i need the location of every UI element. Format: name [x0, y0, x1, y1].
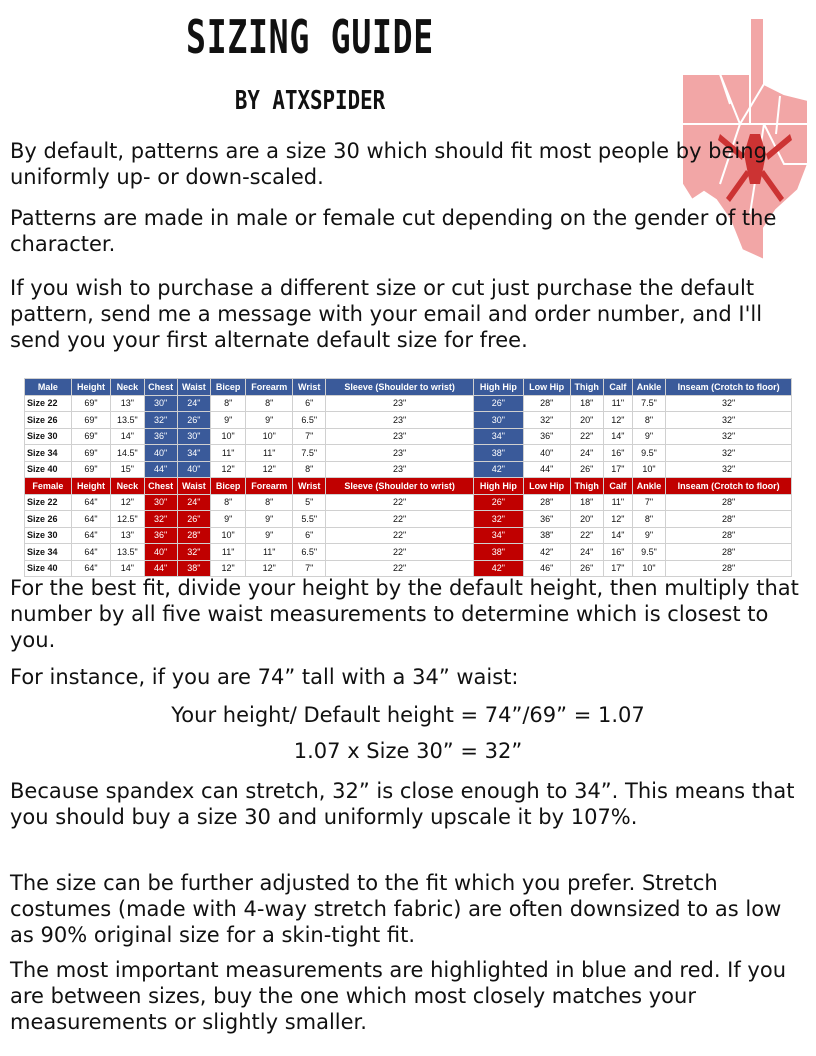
size-label: Size 26 — [25, 412, 72, 429]
table-cell: 13" — [111, 527, 144, 544]
size-label: Size 40 — [25, 461, 72, 478]
table-cell: 34" — [473, 428, 523, 445]
table-cell: 69" — [71, 412, 110, 429]
table-cell: 22" — [570, 527, 603, 544]
table-cell: 8" — [246, 494, 293, 511]
table-cell: 38" — [177, 560, 210, 577]
table-cell: 9" — [632, 527, 665, 544]
table-cell: 5.5" — [293, 511, 326, 528]
size-label: Size 22 — [25, 395, 72, 412]
table-cell: 10" — [632, 461, 665, 478]
table-row — [25, 494, 792, 511]
column-header: Inseam (Crotch to floor) — [666, 478, 792, 495]
table-cell: 11" — [211, 544, 246, 561]
table-cell: 23" — [326, 395, 474, 412]
stretch-paragraph: Because spandex can stretch, 32” is close enough to 34”. This means that you should buy a size 30 and uniformly upscale it by 107%. — [10, 779, 795, 829]
size-label: Size 30 — [25, 527, 72, 544]
table-cell: 14.5" — [111, 445, 144, 462]
table-cell: 8" — [211, 395, 246, 412]
table-cell: 7" — [293, 428, 326, 445]
table-cell: 22" — [326, 527, 474, 544]
table-cell: 26" — [177, 511, 210, 528]
table-row — [25, 395, 792, 412]
column-header: Forearm — [246, 478, 293, 495]
sizing-table — [24, 378, 792, 577]
table-cell: 42" — [523, 544, 570, 561]
table-cell: 22" — [570, 428, 603, 445]
table-cell: 18" — [570, 395, 603, 412]
table-cell: 14" — [111, 428, 144, 445]
table-cell: 26" — [177, 412, 210, 429]
table-cell: 22" — [326, 544, 474, 561]
female-header-row — [25, 478, 792, 495]
table-cell: 24" — [570, 544, 603, 561]
table-cell: 14" — [603, 428, 632, 445]
table-cell: 36" — [523, 428, 570, 445]
table-cell: 24" — [570, 445, 603, 462]
table-cell: 13.5" — [111, 412, 144, 429]
column-header: Forearm — [246, 379, 293, 396]
table-cell: 32" — [666, 445, 792, 462]
table-cell: 22" — [326, 560, 474, 577]
table-cell: 28" — [177, 527, 210, 544]
table-cell: 8" — [632, 511, 665, 528]
column-header: Bicep — [211, 379, 246, 396]
table-cell: 6" — [293, 395, 326, 412]
table-cell: 8" — [632, 412, 665, 429]
table-cell: 11" — [603, 395, 632, 412]
table-cell: 17" — [603, 461, 632, 478]
table-cell: 40" — [144, 445, 177, 462]
table-cell: 24" — [177, 395, 210, 412]
table-cell: 9" — [246, 527, 293, 544]
table-cell: 18" — [570, 494, 603, 511]
column-header: Bicep — [211, 478, 246, 495]
table-cell: 20" — [570, 412, 603, 429]
table-cell: 15" — [111, 461, 144, 478]
size-label: Size 22 — [25, 494, 72, 511]
important-paragraph: The most important measurements are highlighted in blue and red. If you are between sizes, buy the one which most closely matches your measurements or slightly smaller. — [10, 958, 787, 1034]
column-header: Wrist — [293, 478, 326, 495]
table-cell: 9.5" — [632, 544, 665, 561]
table-cell: 23" — [326, 412, 474, 429]
intro-paragraph-3: If you wish to purchase a different size or cut just purchase the default pattern, send me a message with your email and order number, and I'll send you your first alternate default size for free. — [10, 276, 763, 352]
formula-line-1: Your height/ Default height = 74”/69” = 1.07 — [171, 703, 645, 727]
fit-paragraph: For the best fit, divide your height by the default height, then multiply that number by all five waist measurements to determine which is closest to you. — [10, 576, 799, 652]
table-cell: 40" — [144, 544, 177, 561]
table-cell: 28" — [666, 544, 792, 561]
table-cell: 38" — [473, 544, 523, 561]
column-header: Calf — [603, 379, 632, 396]
table-cell: 28" — [666, 560, 792, 577]
formula-line-2: 1.07 x Size 30” = 32” — [293, 739, 523, 763]
column-header: Chest — [144, 478, 177, 495]
column-header: Height — [71, 478, 110, 495]
page-title: SIZING GUIDE — [186, 10, 434, 64]
column-header: Chest — [144, 379, 177, 396]
table-row — [25, 412, 792, 429]
table-cell: 69" — [71, 461, 110, 478]
table-cell: 30" — [144, 494, 177, 511]
table-cell: 9.5" — [632, 445, 665, 462]
table-cell: 12" — [246, 560, 293, 577]
table-cell: 7.5" — [632, 395, 665, 412]
adjust-paragraph: The size can be further adjusted to the fit which you prefer. Stretch costumes (made with 4-way stretch fabric) are often downsized to as low as 90% original size for a skin-tight fit. — [10, 871, 782, 947]
table-cell: 23" — [326, 428, 474, 445]
column-header: Inseam (Crotch to floor) — [666, 379, 792, 396]
table-cell: 16" — [603, 544, 632, 561]
table-row — [25, 527, 792, 544]
table-row — [25, 428, 792, 445]
table-cell: 10" — [632, 560, 665, 577]
table-cell: 30" — [144, 395, 177, 412]
table-cell: 28" — [666, 527, 792, 544]
size-label: Size 30 — [25, 428, 72, 445]
table-cell: 23" — [326, 461, 474, 478]
table-cell: 28" — [523, 494, 570, 511]
table-cell: 28" — [523, 395, 570, 412]
table-cell: 30" — [473, 412, 523, 429]
table-cell: 20" — [570, 511, 603, 528]
table-cell: 34" — [177, 445, 210, 462]
table-cell: 12.5" — [111, 511, 144, 528]
table-cell: 8" — [211, 494, 246, 511]
column-header: Neck — [111, 478, 144, 495]
column-header: High Hip — [473, 379, 523, 396]
table-cell: 12" — [603, 511, 632, 528]
table-cell: 28" — [666, 494, 792, 511]
table-cell: 23" — [326, 445, 474, 462]
table-cell: 11" — [211, 445, 246, 462]
table-row — [25, 511, 792, 528]
table-group-label: Male — [25, 379, 72, 396]
table-cell: 32" — [666, 461, 792, 478]
table-cell: 13" — [111, 395, 144, 412]
table-cell: 64" — [71, 560, 110, 577]
table-group-label: Female — [25, 478, 72, 495]
column-header: Ankle — [632, 379, 665, 396]
table-cell: 11" — [246, 445, 293, 462]
table-cell: 9" — [211, 412, 246, 429]
table-cell: 40" — [523, 445, 570, 462]
table-cell: 6" — [293, 527, 326, 544]
table-cell: 17" — [603, 560, 632, 577]
table-cell: 5" — [293, 494, 326, 511]
table-cell: 32" — [666, 428, 792, 445]
table-cell: 9" — [632, 428, 665, 445]
column-header: Wrist — [293, 379, 326, 396]
size-label: Size 34 — [25, 445, 72, 462]
table-cell: 42" — [473, 560, 523, 577]
example-intro: For instance, if you are 74” tall with a 34” waist: — [10, 665, 519, 689]
column-header: Calf — [603, 478, 632, 495]
column-header: Sleeve (Shoulder to wrist) — [326, 379, 474, 396]
table-cell: 9" — [246, 511, 293, 528]
table-cell: 11" — [246, 544, 293, 561]
table-cell: 34" — [473, 527, 523, 544]
table-cell: 26" — [473, 494, 523, 511]
column-header: Waist — [177, 379, 210, 396]
table-cell: 6.5" — [293, 544, 326, 561]
table-cell: 64" — [71, 527, 110, 544]
intro-paragraph-2: Patterns are made in male or female cut depending on the gender of the character. — [10, 206, 777, 256]
table-cell: 32" — [523, 412, 570, 429]
table-cell: 46" — [523, 560, 570, 577]
intro-paragraph-1: By default, patterns are a size 30 which should fit most people by being uniformly up- or down-scaled. — [10, 139, 767, 189]
table-cell: 16" — [603, 445, 632, 462]
table-cell: 64" — [71, 511, 110, 528]
table-cell: 10" — [246, 428, 293, 445]
column-header: High Hip — [473, 478, 523, 495]
table-cell: 40" — [177, 461, 210, 478]
column-header: Thigh — [570, 478, 603, 495]
column-header: Waist — [177, 478, 210, 495]
table-cell: 10" — [211, 527, 246, 544]
table-cell: 30" — [177, 428, 210, 445]
table-cell: 9" — [246, 412, 293, 429]
table-cell: 11" — [603, 494, 632, 511]
size-label: Size 26 — [25, 511, 72, 528]
page-subtitle: BY ATXSPIDER — [234, 86, 386, 116]
table-cell: 36" — [144, 527, 177, 544]
table-cell: 8" — [293, 461, 326, 478]
column-header: Low Hip — [523, 379, 570, 396]
table-cell: 44" — [523, 461, 570, 478]
table-cell: 69" — [71, 395, 110, 412]
table-cell: 26" — [473, 395, 523, 412]
table-cell: 69" — [71, 428, 110, 445]
table-cell: 44" — [144, 560, 177, 577]
table-cell: 12" — [246, 461, 293, 478]
table-cell: 42" — [473, 461, 523, 478]
table-cell: 64" — [71, 544, 110, 561]
table-cell: 10" — [211, 428, 246, 445]
table-cell: 38" — [473, 445, 523, 462]
table-cell: 69" — [71, 445, 110, 462]
table-cell: 8" — [246, 395, 293, 412]
table-cell: 13.5" — [111, 544, 144, 561]
column-header: Ankle — [632, 478, 665, 495]
table-cell: 24" — [177, 494, 210, 511]
size-label: Size 34 — [25, 544, 72, 561]
column-header: Sleeve (Shoulder to wrist) — [326, 478, 474, 495]
table-cell: 7" — [293, 560, 326, 577]
table-row — [25, 544, 792, 561]
table-cell: 32" — [177, 544, 210, 561]
table-row — [25, 461, 792, 478]
table-cell: 44" — [144, 461, 177, 478]
table-cell: 26" — [570, 560, 603, 577]
table-cell: 38" — [523, 527, 570, 544]
table-cell: 6.5" — [293, 412, 326, 429]
table-cell: 7" — [632, 494, 665, 511]
table-cell: 12" — [211, 560, 246, 577]
table-cell: 22" — [326, 511, 474, 528]
table-cell: 26" — [570, 461, 603, 478]
table-cell: 7.5" — [293, 445, 326, 462]
table-cell: 32" — [144, 412, 177, 429]
table-cell: 36" — [144, 428, 177, 445]
table-cell: 12" — [111, 494, 144, 511]
table-cell: 32" — [666, 412, 792, 429]
table-cell: 12" — [211, 461, 246, 478]
male-header-row — [25, 379, 792, 396]
table-cell: 32" — [666, 395, 792, 412]
table-row — [25, 445, 792, 462]
column-header: Low Hip — [523, 478, 570, 495]
size-label: Size 40 — [25, 560, 72, 577]
table-cell: 14" — [603, 527, 632, 544]
table-cell: 28" — [666, 511, 792, 528]
table-cell: 36" — [523, 511, 570, 528]
column-header: Thigh — [570, 379, 603, 396]
table-cell: 14" — [111, 560, 144, 577]
table-cell: 32" — [473, 511, 523, 528]
table-cell: 22" — [326, 494, 474, 511]
table-cell: 12" — [603, 412, 632, 429]
table-cell: 64" — [71, 494, 110, 511]
table-cell: 9" — [211, 511, 246, 528]
table-cell: 32" — [144, 511, 177, 528]
column-header: Neck — [111, 379, 144, 396]
column-header: Height — [71, 379, 110, 396]
